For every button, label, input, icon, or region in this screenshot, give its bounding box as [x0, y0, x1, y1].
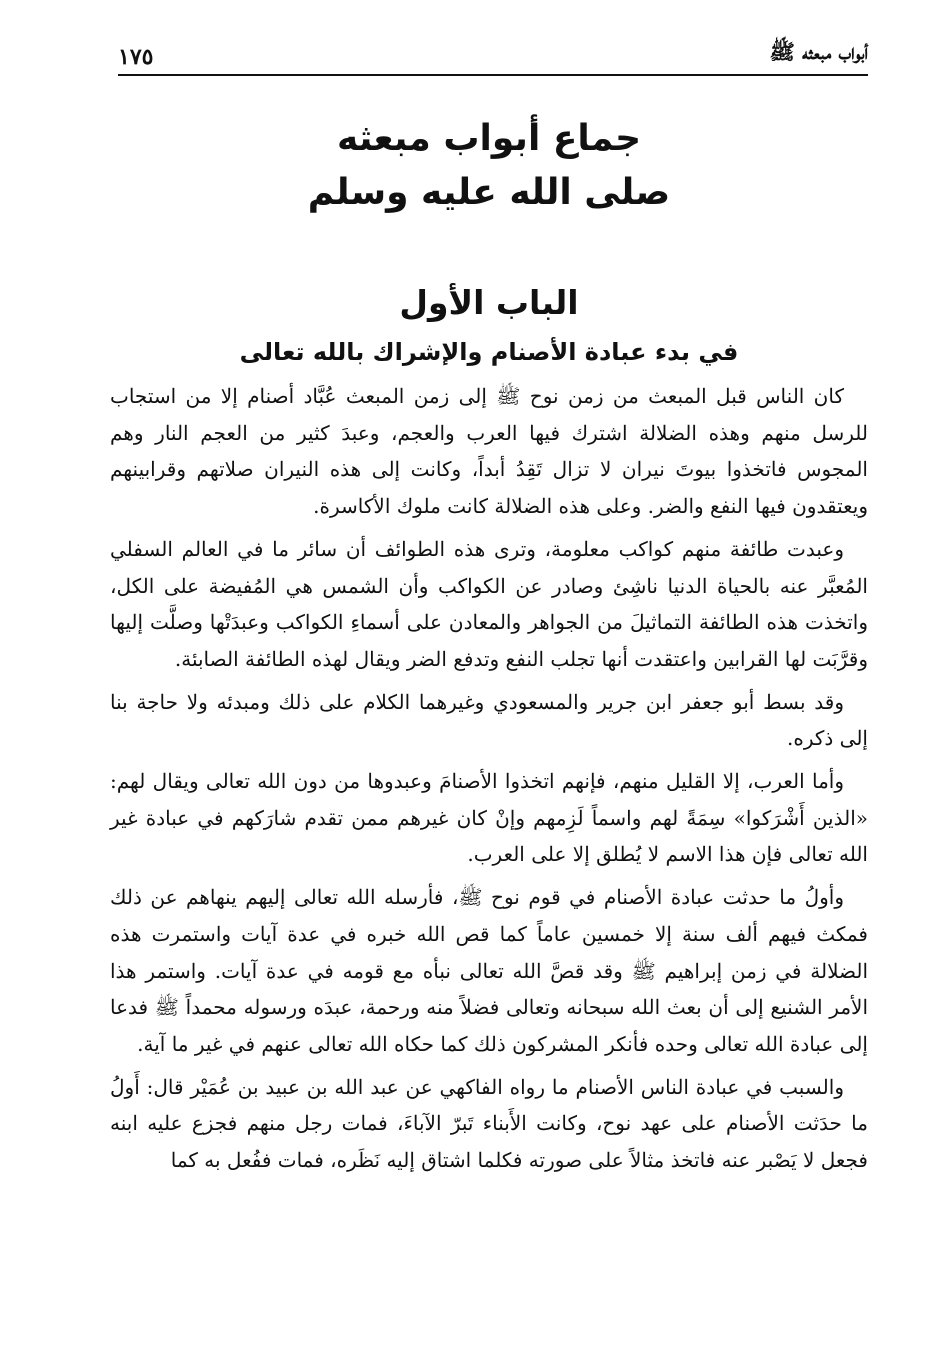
paragraph: كان الناس قبل المبعث من زمن نوح ﷺ إلى زمن المبعث عُبَّاد أصنام إلا من استجاب للرسل منهم وهذه الضلالة اشترك فيها العرب والعجم، وعبدَ كثير من العجم النار وهم المجوس فاتخذوا بيوتَ نيران لا تزال تَقِدُ أبداً، وكانت إلى هذه النيران صلاتهم وقرابينهم ويعتقدون فيها النفع والضر. وعلى هذه الضلالة كانت ملوك الأكاسرة.	[110, 384, 868, 519]
paragraph: والسبب في عبادة الناس الأصنام ما رواه الفاكهي عن عبد الله بن عبيد بن عُمَيْر قال: أَولُ ما حدَثت الأصنام على عهد نوح، وكانت الأَبناء تَبرّ الآباءَ، فمات رجل منهم فجزع عليه ابنه فجعل لا يَصْبر عنه فاتخذ مثالاً على صورته فكلما اشتاق إليه نَظَره، فمات ففُعل به كما	[110, 1074, 868, 1173]
paragraph: وأما العرب، إلا القليل منهم، فإنهم اتخذوا الأصنامَ وعبدوها من دون الله تعالى ويقال لهم: «الذين أَشْرَكوا» سِمَةً لهم واسماً لَزِمهم وإنْ كان غيرهم ممن تقدم شارَكهم في عبادة غير الله تعالى فإن هذا الاسم لا يُطلق إلا على العرب.	[110, 769, 868, 867]
paragraph: وعبدت طائفة منهم كواكب معلومة، وترى هذه الطوائف أن سائر ما في العالم السفلي المُعبَّر عنه بالحياة الدنيا ناشِئ وصادر عن الكواكب وأن الشمس هي المُفيضة على الكل، واتخذت هذه الطائفة التماثيلَ من الجواهر والمعادن على أسماءِ الكواكب وعبدَتْها وصلَّت إليها وقرَّبَت لها القرابين واعتقدت أنها تجلب النفع وتدفع الضر ويقال لهذه الطائفة الصابئة.	[110, 536, 868, 671]
chapter-subtitle: في بدء عبادة الأصنام والإشراك بالله تعالى	[239, 338, 739, 366]
chapter-title: الباب الأول	[399, 283, 579, 322]
main-title	[110, 112, 868, 220]
page-number: ١٧٥	[118, 44, 154, 70]
running-header	[118, 40, 868, 76]
body-text	[110, 378, 868, 1185]
paragraph: وأولُ ما حدثت عبادة الأصنام في قوم نوح ﷺ، فأرسله الله تعالى إليهم ينهاهم عن ذلك فمكث فيهم ألف سنة إلا خمسين عاماً كما قص الله خبره في عدة آيات واستمرت هذه الضلالة في زمن إبراهيم ﷺ وقد قصَّ الله تعالى نبأه مع قومه في عدة آيات. واستمر هذا الأمر الشنيع إلى أن بعث الله سبحانه وتعالى فضلاً منه ورحمة، عبدَه ورسوله محمداً ﷺ فدعا إلى عبادة الله تعالى وحده فأنكر المشركون ذلك كما حكاه الله تعالى عنهم في غير ما آية.	[110, 885, 869, 1056]
main-title-line-2: صلى الله عليه وسلم	[307, 172, 671, 213]
main-title-line-1: جماع أبواب مبعثه	[336, 118, 642, 159]
paragraph: وقد بسط أبو جعفر ابن جرير والمسعودي وغيرهما الكلام على ذلك ومبدئه ولا حاجة بنا إلى ذكره.	[110, 689, 868, 751]
running-header-title: أبواب مبعثه ﷺ	[769, 39, 868, 64]
